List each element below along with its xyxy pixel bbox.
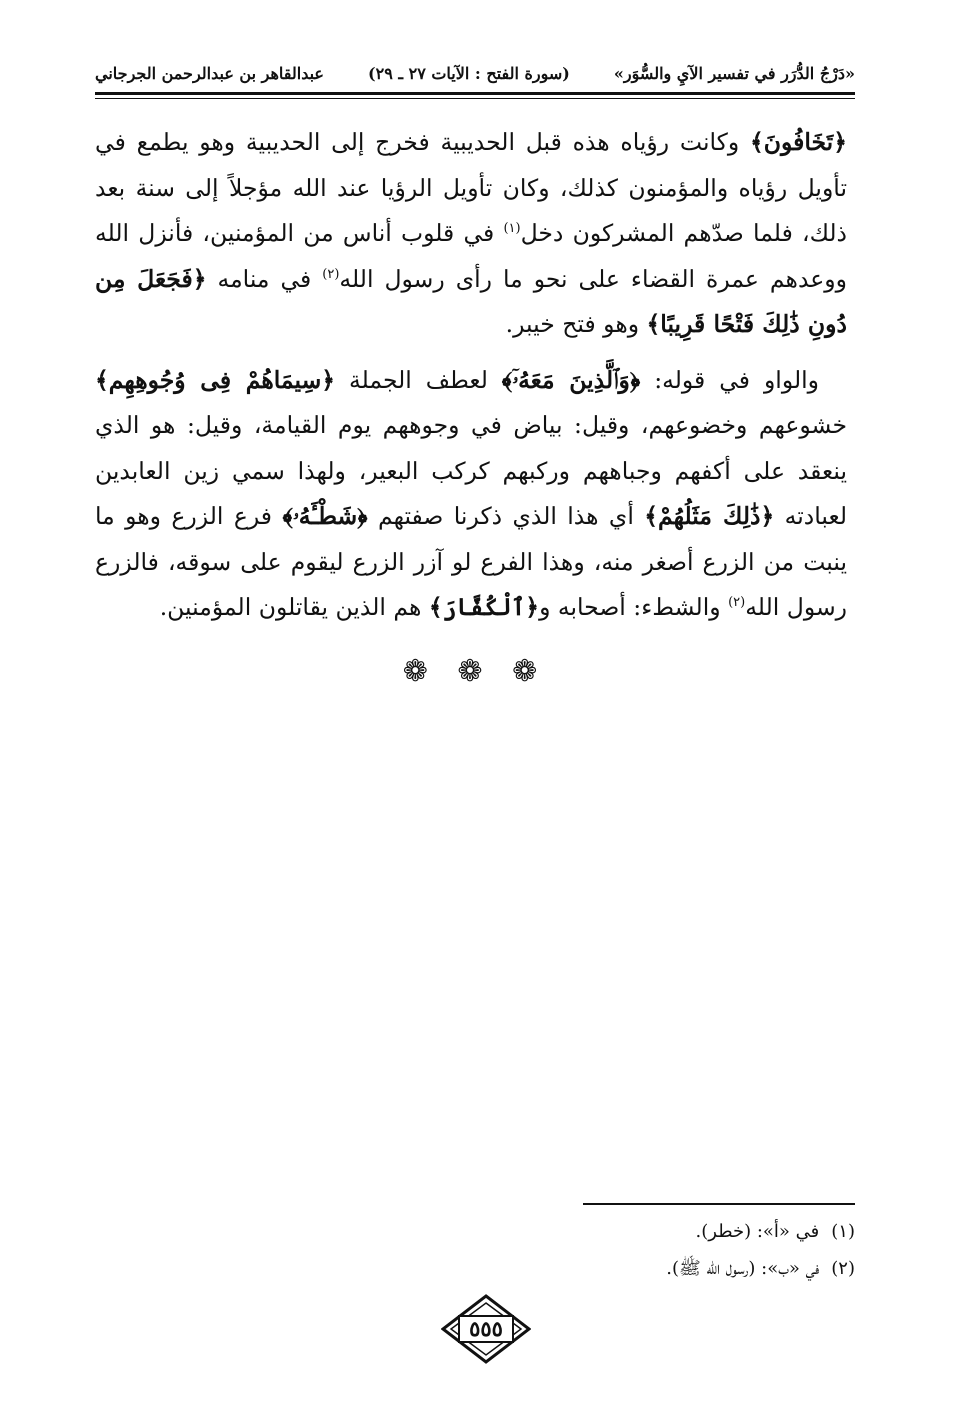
footnote-1	[400, 1213, 855, 1250]
text-span: والشطء: أصحابه و	[539, 593, 729, 621]
footnote-ref: (٢)	[322, 266, 340, 282]
text-span: لعطف الجملة	[335, 365, 502, 394]
quran-quote: ﴿فَجَعَلَ مِن دُونِ ذَٰلِكَ فَتْحًا قَرِيبًا﴾	[95, 264, 847, 338]
quran-quote: ﴿ٱلْكُفَّارَ﴾	[428, 593, 540, 621]
text-span: في قلوب أناس من المؤمنين، فأنزل الله ووعدهم عمرة القضاء على نحو ما رأى رسول الله	[95, 219, 847, 293]
header-book-title: «دَرْجُ الدُّرَر في تفسير الآيِ والسُّوَر»	[613, 63, 855, 83]
header-rule-thin	[95, 98, 855, 99]
footnote-number: (١)	[831, 1221, 855, 1242]
section-separator-ornament: ❁ ❁ ❁	[402, 654, 548, 689]
main-text	[95, 120, 847, 631]
text-span: خشوعهم وخضوعهم، وقيل: بياض في وجوههم يوم القيامة، وقيل: هو الذي ينعقد على أكفهم وجباههم وركبهم كركب البعير، ولهذا سمي زين العابدين لعبادته	[95, 411, 847, 530]
footnote-2	[400, 1250, 855, 1287]
footnote-ref: (٢)	[728, 595, 746, 611]
footnote-ref: (١)	[503, 221, 521, 237]
quran-quote: ﴿شَطْـَٔهُۥ﴾	[282, 502, 368, 530]
text-span: أي هذا الذي ذكرنا صفتهم	[367, 502, 645, 530]
footnote-rule	[583, 1203, 855, 1205]
footnote-number: (٢)	[831, 1258, 855, 1279]
footnote-text: في «أ»: (خطر).	[695, 1221, 820, 1242]
text-span: وهو فتح خيبر.	[505, 310, 647, 338]
text-span: وكانت رؤياه هذه قبل الحديبية فخرج إلى الحديبية وهو يطمع في تأويل رؤياه والمؤمنون كذلك، وكان تأويل الرؤيا عند الله مؤجلاً إلى سنة بعد ذلك، فلما صدّهم المشركون دخل	[95, 128, 848, 247]
paragraph-1	[95, 120, 847, 348]
header-section: (سورة الفتح : الآيات ٢٧ ـ ٢٩)	[368, 63, 570, 83]
paragraph-2	[95, 358, 847, 631]
text-span: والواو في قوله:	[640, 365, 819, 394]
footnotes	[400, 1213, 855, 1287]
running-header	[95, 58, 855, 88]
quran-quote: ﴿تَخَافُونَ﴾	[749, 128, 847, 156]
header-rule-thick	[95, 92, 855, 95]
text-span: فرع الزرع وهو ما ينبت من الزرع أصغر منه، وهذا الفرع لو آزر الزرع ليقوم على سوقه، فالزرع رسول الله	[95, 502, 847, 621]
footnote-text: في «ب»: (رسول الله ﷺ).	[666, 1258, 820, 1279]
quran-quote: ﴿وَٱلَّذِينَ مَعَهُۥٓ﴾	[501, 365, 641, 394]
page-number-ornament	[441, 1294, 531, 1364]
quran-quote: ﴿سِيمَاهُمْ فِى وُجُوهِهِم﴾	[95, 365, 336, 394]
text-span: هم الذين يقاتلون المؤمنين.	[159, 593, 429, 621]
text-span: في منامه	[206, 264, 323, 293]
page-number: ٥٥٥	[469, 1316, 503, 1341]
header-author: عبدالقاهر بن عبدالرحمن الجرجاني	[95, 63, 324, 83]
quran-quote: ﴿ذَٰلِكَ مَثَلُهُمْ﴾	[644, 502, 775, 530]
